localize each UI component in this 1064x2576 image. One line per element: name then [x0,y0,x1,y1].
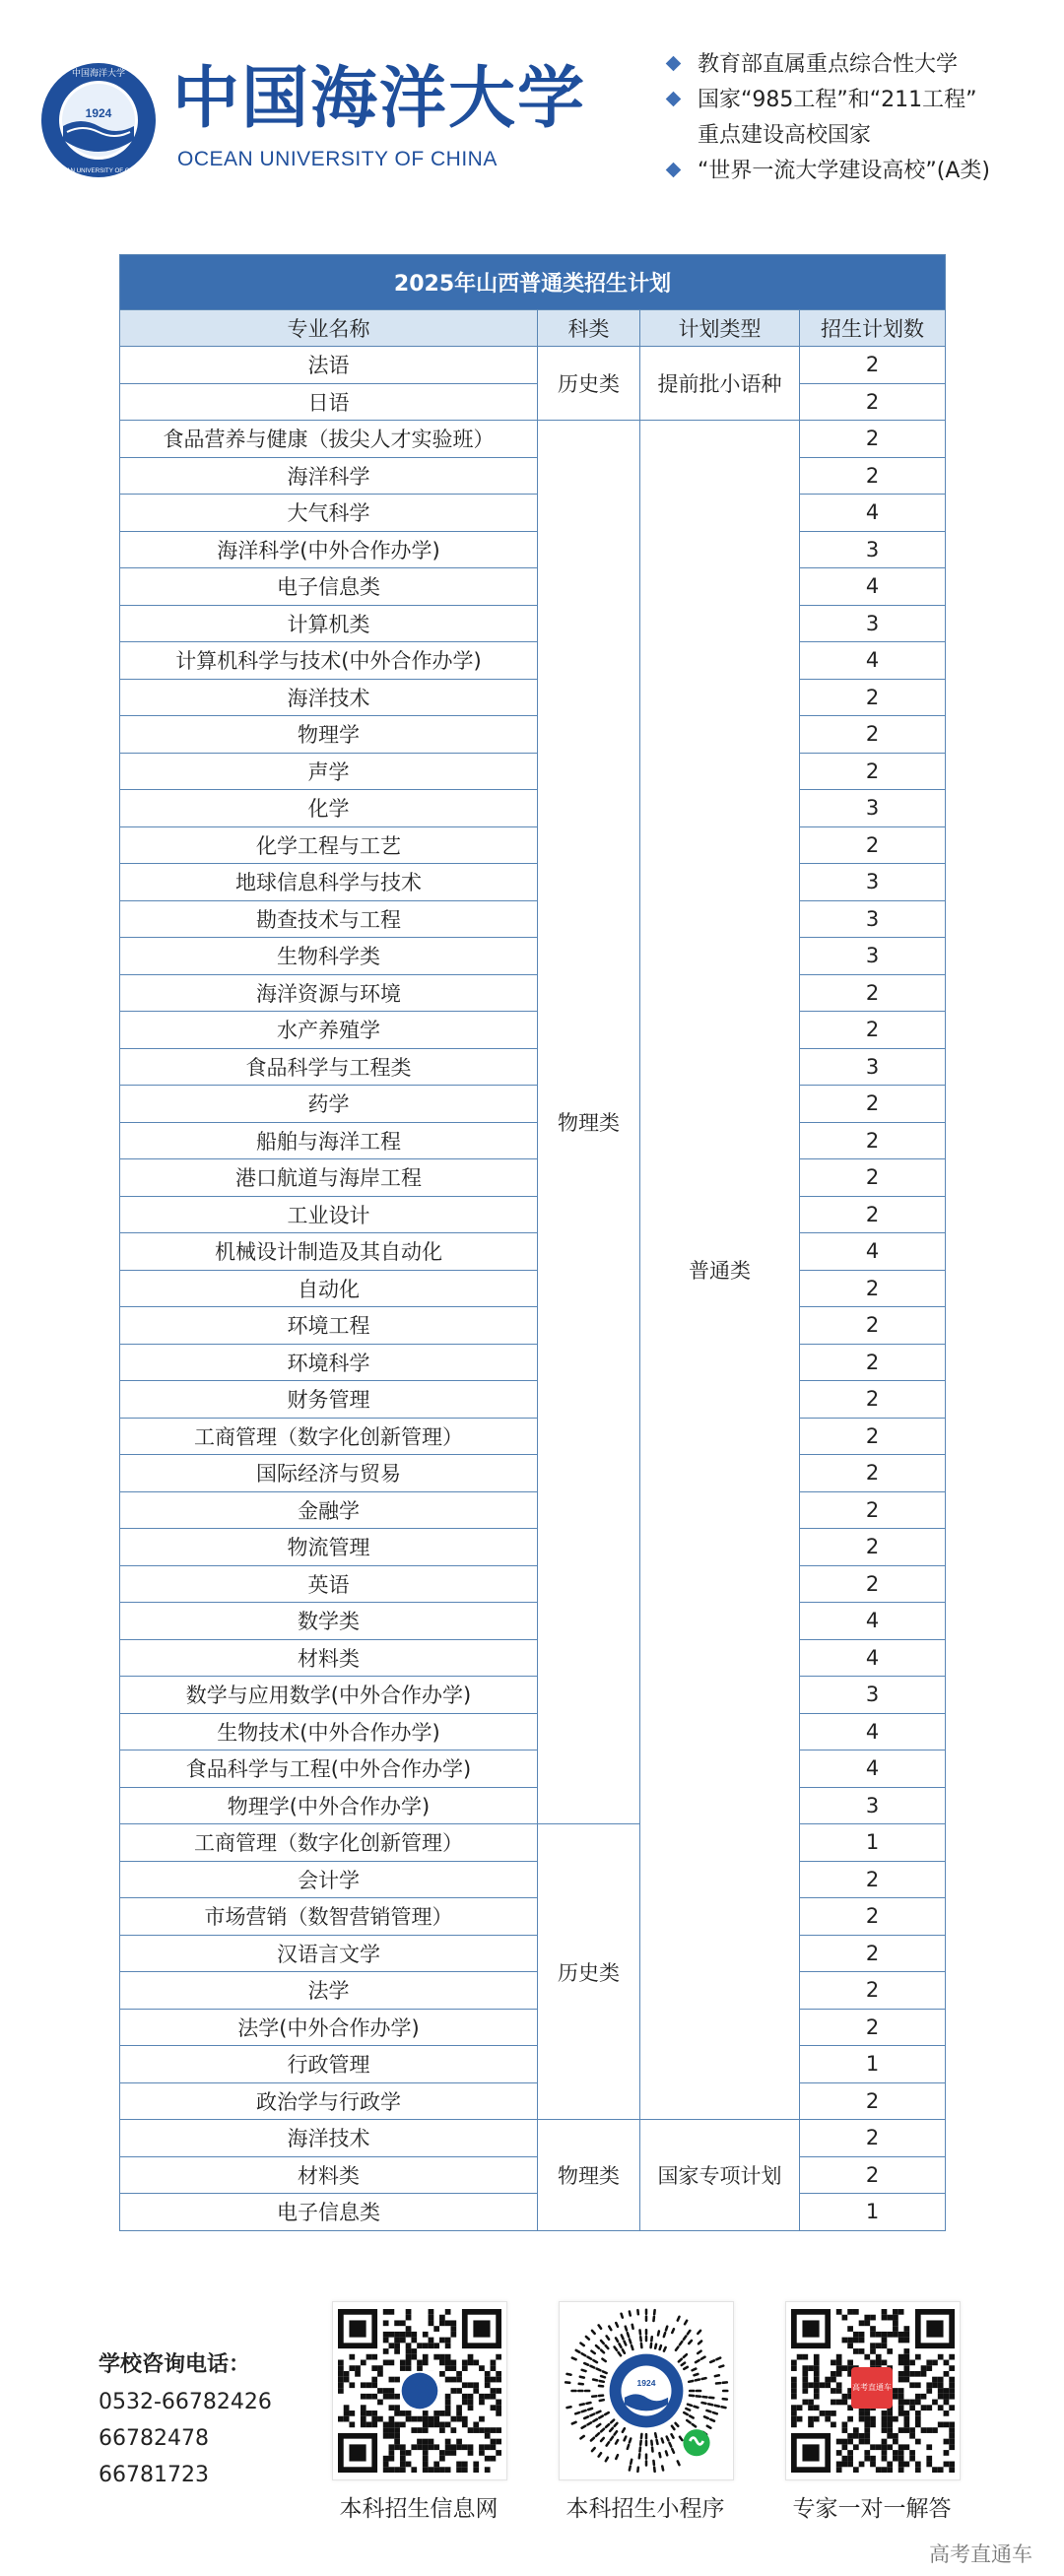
diamond-bullet-icon [666,163,682,178]
qr-pattern [338,2309,501,2473]
major-name-cell: 港口航道与海岸工程 [120,1159,538,1197]
major-name-cell: 环境科学 [120,1344,538,1381]
plan-count-cell: 3 [800,938,946,975]
header-category: 科类 [538,310,640,347]
highlight-item [660,154,1054,189]
highlights-list [660,47,1054,189]
plan-count-cell: 4 [800,1713,946,1750]
university-english-name: OCEAN UNIVERSITY OF CHINA [177,148,498,170]
highlight-item [660,83,1054,154]
major-name-cell: 电子信息类 [120,568,538,606]
category-cell: 历史类 [538,347,640,421]
major-name-cell: 英语 [120,1565,538,1603]
contact-phone: 0532-66782426 [99,2390,272,2414]
major-name-cell: 海洋资源与环境 [120,974,538,1012]
watermark: 高考直通车 [929,2543,1032,2566]
page-footer [0,2266,1064,2576]
plan-count-cell: 3 [800,900,946,938]
plan-count-cell: 4 [800,1750,946,1788]
plan-count-cell: 2 [800,421,946,458]
plan-count-cell: 3 [800,605,946,642]
plan-count-cell: 2 [800,974,946,1012]
major-name-cell: 生物科学类 [120,938,538,975]
plan-type-cell: 提前批小语种 [640,347,800,421]
contact-phone: 66781723 [99,2463,209,2487]
major-name-cell: 大气科学 [120,495,538,532]
plan-count-cell: 4 [800,1233,946,1271]
plan-count-cell: 2 [800,1344,946,1381]
major-name-cell: 物流管理 [120,1529,538,1566]
contact-phone: 66782478 [99,2426,209,2451]
plan-count-cell: 2 [800,1270,946,1307]
mini-program-code-icon[interactable] [559,2301,734,2480]
major-name-cell: 电子信息类 [120,2194,538,2231]
table-row [120,1713,946,1750]
highlight-text: 国家“985工程”和“211工程” [698,88,977,112]
plan-count-cell: 2 [800,2120,946,2157]
table-row [120,1491,946,1529]
plan-count-cell: 2 [800,716,946,754]
app-logo-badge: 高考直通车 [851,2367,893,2409]
table-row [120,1270,946,1307]
admission-website-qr-code-icon[interactable] [332,2301,507,2480]
major-name-cell: 海洋科学 [120,457,538,495]
table-row [120,605,946,642]
table-row [120,1159,946,1197]
plan-count-cell: 2 [800,826,946,864]
table-row [120,2194,946,2231]
plan-count-cell: 4 [800,642,946,680]
plan-count-cell: 2 [800,1196,946,1233]
major-name-cell: 海洋技术 [120,679,538,716]
table-title-row [120,255,946,310]
enrollment-plan-table [119,254,946,2231]
major-name-cell: 地球信息科学与技术 [120,864,538,901]
university-logo-text: 中国海洋大学 [172,59,587,138]
plan-count-cell: 1 [800,2194,946,2231]
table-row [120,1122,946,1159]
table-row [120,1565,946,1603]
diamond-bullet-icon [666,92,682,107]
plan-count-cell: 4 [800,1603,946,1640]
plan-count-cell: 2 [800,1455,946,1492]
plan-count-cell: 2 [800,1491,946,1529]
plan-count-cell: 2 [800,1898,946,1936]
table-row [120,1086,946,1123]
plan-count-cell: 3 [800,1677,946,1714]
table-row [120,1233,946,1271]
table-row [120,900,946,938]
plan-count-cell: 2 [800,1861,946,1898]
plan-count-cell: 3 [800,531,946,568]
plan-count-cell: 2 [800,347,946,384]
plan-count-cell: 2 [800,1565,946,1603]
table-row [120,1048,946,1086]
table-row [120,1972,946,2010]
major-name-cell: 政治学与行政学 [120,2082,538,2120]
table-row [120,1750,946,1788]
major-name-cell: 计算机科学与技术(中外合作办学) [120,642,538,680]
table-row [120,1787,946,1824]
mini-emblem-year: 1924 [636,2377,656,2388]
major-name-cell: 国际经济与贸易 [120,1455,538,1492]
table-row [120,1861,946,1898]
plan-count-cell: 2 [800,457,946,495]
table-row [120,642,946,680]
category-cell: 物理类 [538,421,640,1824]
plan-count-cell: 1 [800,2046,946,2083]
table-row [120,347,946,384]
emblem-cn: 中国海洋大学 [71,69,126,79]
table-row [120,1418,946,1455]
highlight-text: “世界一流大学建设高校”(A类) [698,159,991,183]
plan-type-cell: 国家专项计划 [640,2120,800,2231]
table-row [120,1196,946,1233]
plan-count-cell: 4 [800,568,946,606]
plan-count-cell: 2 [800,2082,946,2120]
category-cell: 历史类 [538,1824,640,2120]
major-name-cell: 机械设计制造及其自动化 [120,1233,538,1271]
table-row [120,938,946,975]
major-name-cell: 会计学 [120,1861,538,1898]
major-name-cell: 船舶与海洋工程 [120,1122,538,1159]
major-name-cell: 海洋技术 [120,2120,538,2157]
major-name-cell: 计算机类 [120,605,538,642]
major-name-cell: 行政管理 [120,2046,538,2083]
plan-count-cell: 2 [800,1012,946,1049]
major-name-cell: 自动化 [120,1270,538,1307]
major-name-cell: 数学类 [120,1603,538,1640]
plan-count-cell: 2 [800,383,946,421]
diamond-bullet-icon [666,56,682,72]
major-name-cell: 声学 [120,753,538,790]
major-name-cell: 材料类 [120,1639,538,1677]
major-name-cell: 环境工程 [120,1307,538,1345]
major-name-cell: 日语 [120,383,538,421]
plan-count-cell: 2 [800,1086,946,1123]
major-name-cell: 物理学(中外合作办学) [120,1787,538,1824]
major-name-cell: 化学 [120,790,538,827]
table-row [120,1603,946,1640]
major-name-cell: 药学 [120,1086,538,1123]
qr-caption: 本科招生信息网 [339,2496,499,2522]
highlight-text: 教育部直属重点综合性大学 [698,52,959,77]
table-header-row [120,310,946,347]
table-row [120,2156,946,2194]
major-name-cell: 汉语言文学 [120,1935,538,1972]
major-name-cell: 生物技术(中外合作办学) [120,1713,538,1750]
table-row [120,2120,946,2157]
table-row [120,1012,946,1049]
plan-count-cell: 1 [800,1824,946,1862]
table-row [120,1639,946,1677]
table-row [120,383,946,421]
enrollment-plan-table-wrapper [119,254,945,2231]
major-name-cell: 工业设计 [120,1196,538,1233]
table-row [120,679,946,716]
table-row [120,2046,946,2083]
plan-type-cell: 普通类 [640,421,800,2120]
table-row [120,716,946,754]
plan-count-cell: 3 [800,1048,946,1086]
table-row [120,1935,946,1972]
major-name-cell: 工商管理（数字化创新管理） [120,1418,538,1455]
table-row [120,1898,946,1936]
major-name-cell: 食品科学与工程(中外合作办学) [120,1750,538,1788]
major-name-cell: 物理学 [120,716,538,754]
table-row [120,1344,946,1381]
plan-count-cell: 2 [800,2009,946,2046]
table-row [120,1677,946,1714]
contact-info [99,2346,272,2493]
page-header [0,0,1064,227]
table-title: 2025年山西普通类招生计划 [120,255,946,310]
plan-count-cell: 3 [800,1787,946,1824]
major-name-cell: 财务管理 [120,1381,538,1419]
plan-count-cell: 2 [800,1159,946,1197]
table-row [120,974,946,1012]
header-plan-count: 招生计划数 [800,310,946,347]
plan-count-cell: 2 [800,1307,946,1345]
major-name-cell: 材料类 [120,2156,538,2194]
highlight-item [660,47,1054,83]
qr-caption: 本科招生小程序 [565,2496,725,2522]
plan-count-cell: 4 [800,495,946,532]
major-name-cell: 工商管理（数字化创新管理） [120,1824,538,1862]
table-row [120,531,946,568]
table-row [120,1381,946,1419]
plan-count-cell: 3 [800,790,946,827]
plan-count-cell: 4 [800,1639,946,1677]
major-name-cell: 勘查技术与工程 [120,900,538,938]
table-row [120,457,946,495]
university-emblem-icon [39,61,158,179]
major-name-cell: 法学(中外合作办学) [120,2009,538,2046]
plan-count-cell: 2 [800,1381,946,1419]
plan-count-cell: 2 [800,753,946,790]
major-name-cell: 化学工程与工艺 [120,826,538,864]
major-name-cell: 水产养殖学 [120,1012,538,1049]
table-row [120,1307,946,1345]
emblem-en: OCEAN UNIVERSITY OF CHINA [52,167,145,174]
table-row [120,2082,946,2120]
table-row [120,2009,946,2046]
highlight-text-line2: 重点建设高校国家 [698,123,872,148]
table-row [120,753,946,790]
contact-label: 学校咨询电话： [99,2352,251,2377]
major-name-cell: 食品营养与健康（拔尖人才实验班） [120,421,538,458]
table-row [120,1455,946,1492]
plan-count-cell: 2 [800,1972,946,2010]
table-row [120,1529,946,1566]
plan-count-cell: 2 [800,1529,946,1566]
major-name-cell: 法语 [120,347,538,384]
major-name-cell: 市场营销（数智营销管理） [120,1898,538,1936]
table-row [120,495,946,532]
plan-count-cell: 2 [800,1418,946,1455]
emblem-year: 1924 [85,106,112,120]
mini-program-pattern [563,2307,730,2475]
plan-count-cell: 3 [800,864,946,901]
table-row [120,1824,946,1862]
table-row [120,421,946,458]
table-row [120,864,946,901]
plan-count-cell: 2 [800,1122,946,1159]
major-name-cell: 金融学 [120,1491,538,1529]
table-row [120,826,946,864]
table-row [120,568,946,606]
qr-caption: 专家一对一解答 [792,2496,952,2522]
major-name-cell: 食品科学与工程类 [120,1048,538,1086]
plan-count-cell: 2 [800,679,946,716]
major-name-cell: 数学与应用数学(中外合作办学) [120,1677,538,1714]
table-row [120,790,946,827]
category-cell: 物理类 [538,2120,640,2231]
header-plan-type: 计划类型 [640,310,800,347]
plan-count-cell: 2 [800,2156,946,2194]
plan-count-cell: 2 [800,1935,946,1972]
major-name-cell: 法学 [120,1972,538,2010]
major-name-cell: 海洋科学(中外合作办学) [120,531,538,568]
header-major: 专业名称 [120,310,538,347]
